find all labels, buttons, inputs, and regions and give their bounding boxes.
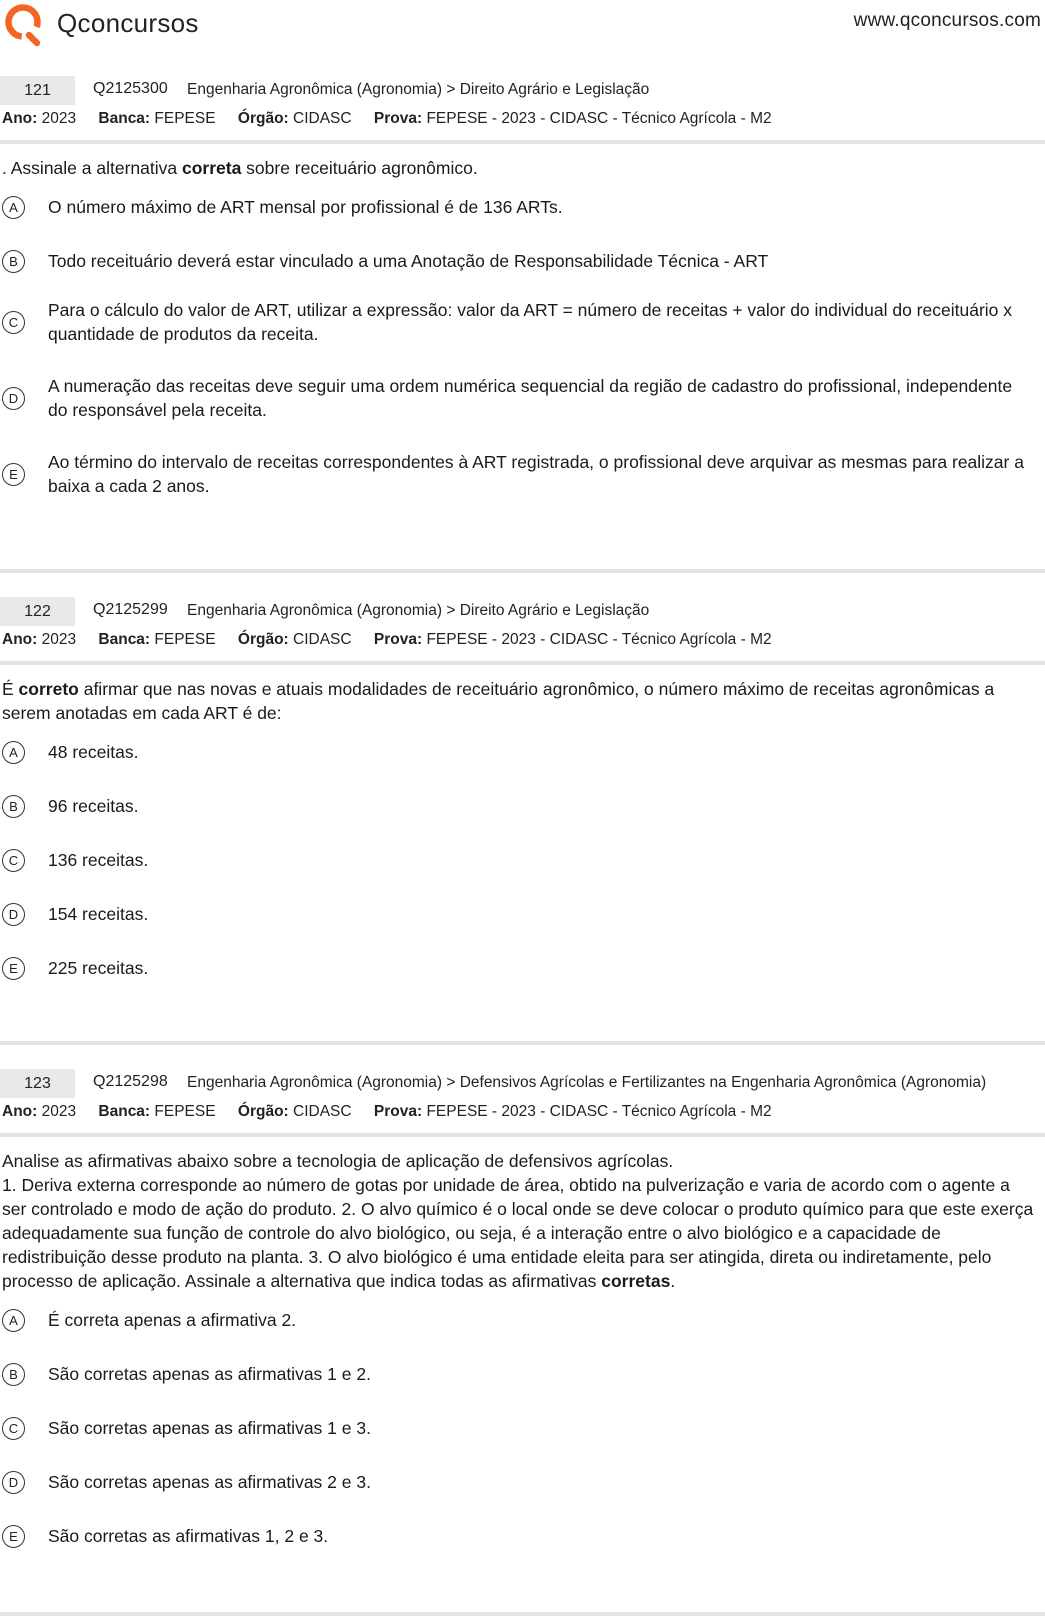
divider bbox=[0, 140, 1045, 144]
option-text: O número máximo de ART mensal por profissional é de 136 ARTs. bbox=[48, 197, 563, 217]
banca-value: FEPESE bbox=[154, 110, 216, 127]
option-text: Para o cálculo do valor de ART, utilizar a expressão: valor da ART = número de receitas + valor do individual do receituário x quantidade de produtos da receita. bbox=[48, 300, 1013, 344]
question-number: 121 bbox=[0, 76, 75, 105]
question-block bbox=[0, 76, 1045, 500]
ano-value: 2023 bbox=[41, 1103, 77, 1120]
stem-emphasis: correto bbox=[18, 679, 79, 699]
stem-text: . bbox=[670, 1271, 676, 1291]
option-text: 48 receitas. bbox=[48, 742, 139, 762]
question-subject: Engenharia Agronômica (Agronomia) > Defensivos Agrícolas e Fertilizantes na Engenharia Agronômica (Agronomia) bbox=[187, 1074, 987, 1091]
orgao-value: CIDASC bbox=[293, 110, 352, 127]
option-text: São corretas apenas as afirmativas 1 e 3. bbox=[48, 1418, 371, 1438]
options-list bbox=[0, 1305, 1045, 1551]
option-e[interactable] bbox=[2, 448, 1045, 500]
option-letter[interactable]: A bbox=[2, 741, 25, 764]
ano-value: 2023 bbox=[41, 110, 77, 127]
option-text: São corretas apenas as afirmativas 2 e 3. bbox=[48, 1472, 371, 1492]
site-url[interactable]: www.qconcursos.com bbox=[853, 10, 1041, 31]
question-separator bbox=[0, 569, 1045, 573]
stem-intro: Analise as afirmativas abaixo sobre a tecnologia de aplicação de defensivos agrícolas. bbox=[2, 1151, 674, 1171]
ano-label: Ano: bbox=[2, 110, 38, 127]
orgao-label: Órgão: bbox=[237, 631, 289, 648]
prova-label: Prova: bbox=[373, 631, 423, 648]
question-number: 122 bbox=[0, 597, 75, 626]
option-b[interactable] bbox=[2, 1359, 1045, 1389]
banca-label: Banca: bbox=[98, 1103, 151, 1120]
question-code[interactable]: Q2125298 bbox=[93, 1073, 168, 1090]
divider bbox=[0, 661, 1045, 665]
stem-emphasis: corretas bbox=[601, 1271, 671, 1291]
option-c[interactable] bbox=[2, 845, 1045, 875]
stem-text: É bbox=[2, 679, 19, 699]
question-code[interactable]: Q2125299 bbox=[93, 601, 168, 618]
options-list bbox=[0, 737, 1045, 983]
option-letter[interactable]: E bbox=[2, 957, 25, 980]
question-info bbox=[2, 110, 772, 128]
stem-text: sobre receituário agronômico. bbox=[241, 158, 478, 178]
ano-label: Ano: bbox=[2, 631, 38, 648]
stem-text: afirmar que nas novas e atuais modalidades de receituário agronômico, o número máximo de receitas agronômicas a serem anotadas em cada ART é de: bbox=[2, 679, 995, 723]
option-letter[interactable]: A bbox=[2, 1309, 25, 1332]
option-text: A numeração das receitas deve seguir uma ordem numérica sequencial da região de cadastro do profissional, independente do responsável pela receita. bbox=[48, 376, 1013, 420]
option-letter[interactable]: B bbox=[2, 1363, 25, 1386]
option-c[interactable] bbox=[2, 296, 1045, 348]
option-text: 154 receitas. bbox=[48, 904, 149, 924]
stem-text: . Assinale a alternativa bbox=[2, 158, 182, 178]
question-stem bbox=[2, 1149, 1037, 1293]
prova-value: FEPESE - 2023 - CIDASC - Técnico Agrícola - M2 bbox=[426, 1103, 772, 1120]
option-text: 136 receitas. bbox=[48, 850, 149, 870]
option-letter[interactable]: A bbox=[2, 196, 25, 219]
option-d[interactable] bbox=[2, 1467, 1045, 1497]
option-letter[interactable]: B bbox=[2, 250, 25, 273]
option-text: Ao término do intervalo de receitas correspondentes à ART registrada, o profissional deve arquivar as mesmas para realizar a baixa a cada 2 anos. bbox=[48, 452, 1024, 496]
option-text: É correta apenas a afirmativa 2. bbox=[48, 1310, 297, 1330]
option-text: São corretas as afirmativas 1, 2 e 3. bbox=[48, 1526, 329, 1546]
option-a[interactable] bbox=[2, 192, 1045, 222]
option-letter[interactable]: D bbox=[2, 903, 25, 926]
option-e[interactable] bbox=[2, 953, 1045, 983]
question-separator bbox=[0, 1612, 1045, 1616]
option-b[interactable] bbox=[2, 791, 1045, 821]
page-header bbox=[0, 0, 1045, 50]
option-letter[interactable]: C bbox=[2, 311, 25, 334]
option-letter[interactable]: D bbox=[2, 1471, 25, 1494]
option-letter[interactable]: B bbox=[2, 795, 25, 818]
question-block bbox=[0, 597, 1045, 983]
option-text: 225 receitas. bbox=[48, 958, 149, 978]
question-subject: Engenharia Agronômica (Agronomia) > Direito Agrário e Legislação bbox=[187, 602, 650, 619]
prova-value: FEPESE - 2023 - CIDASC - Técnico Agrícola - M2 bbox=[426, 631, 772, 648]
option-letter[interactable]: C bbox=[2, 849, 25, 872]
option-letter[interactable]: E bbox=[2, 463, 25, 486]
question-info bbox=[2, 631, 772, 649]
stem-emphasis: correta bbox=[181, 158, 242, 178]
question-stem bbox=[2, 677, 1037, 725]
option-letter[interactable]: C bbox=[2, 1417, 25, 1440]
question-info bbox=[2, 1103, 772, 1121]
option-letter[interactable]: E bbox=[2, 1525, 25, 1548]
ano-label: Ano: bbox=[2, 1103, 38, 1120]
orgao-value: CIDASC bbox=[293, 1103, 352, 1120]
option-b[interactable] bbox=[2, 246, 1045, 276]
orgao-label: Órgão: bbox=[237, 1103, 289, 1120]
question-block bbox=[0, 1069, 1045, 1551]
question-meta bbox=[0, 76, 1045, 146]
option-a[interactable] bbox=[2, 1305, 1045, 1335]
banca-label: Banca: bbox=[98, 631, 151, 648]
qconcursos-logo-icon bbox=[2, 2, 46, 46]
option-d[interactable] bbox=[2, 899, 1045, 929]
prova-label: Prova: bbox=[373, 110, 423, 127]
question-subject: Engenharia Agronômica (Agronomia) > Direito Agrário e Legislação bbox=[187, 81, 650, 98]
option-text: Todo receituário deverá estar vinculado a uma Anotação de Responsabilidade Técnica - ART bbox=[48, 251, 769, 271]
question-separator bbox=[0, 1041, 1045, 1045]
option-d[interactable] bbox=[2, 372, 1045, 424]
banca-label: Banca: bbox=[98, 110, 151, 127]
prova-label: Prova: bbox=[373, 1103, 423, 1120]
option-text: São corretas apenas as afirmativas 1 e 2. bbox=[48, 1364, 371, 1384]
options-list bbox=[0, 192, 1045, 500]
question-meta bbox=[0, 597, 1045, 667]
option-text: 96 receitas. bbox=[48, 796, 139, 816]
question-stem bbox=[2, 156, 1037, 180]
prova-value: FEPESE - 2023 - CIDASC - Técnico Agrícola - M2 bbox=[426, 110, 772, 127]
ano-value: 2023 bbox=[41, 631, 77, 648]
stem-text: 1. Deriva externa corresponde ao número de gotas por unidade de área, obtido na pulverização e varia de acordo com o agente a ser controlado e modo de ação do produto. 2. O alvo químico é o local onde se deve colocar o produto químico para que este exerça adequadamente sua função de controle do alvo biológico, ou seja, é a interação entre o alvo biológico e a capacidade de redistribuição desse produto na planta. 3. O alvo biológico é uma entidade eleita para ser atingida, direta ou indiretamente, pelo processo de aplicação. Assinale a alternativa que indica todas as afirmativas bbox=[2, 1175, 1034, 1291]
brand-name: Qconcursos bbox=[57, 8, 199, 38]
question-number: 123 bbox=[0, 1069, 75, 1098]
question-code[interactable]: Q2125300 bbox=[93, 80, 168, 97]
divider bbox=[0, 1133, 1045, 1137]
banca-value: FEPESE bbox=[154, 631, 216, 648]
option-letter[interactable]: D bbox=[2, 387, 25, 410]
option-a[interactable] bbox=[2, 737, 1045, 767]
question-meta bbox=[0, 1069, 1045, 1139]
orgao-value: CIDASC bbox=[293, 631, 352, 648]
option-e[interactable] bbox=[2, 1521, 1045, 1551]
banca-value: FEPESE bbox=[154, 1103, 216, 1120]
orgao-label: Órgão: bbox=[237, 110, 289, 127]
option-c[interactable] bbox=[2, 1413, 1045, 1443]
